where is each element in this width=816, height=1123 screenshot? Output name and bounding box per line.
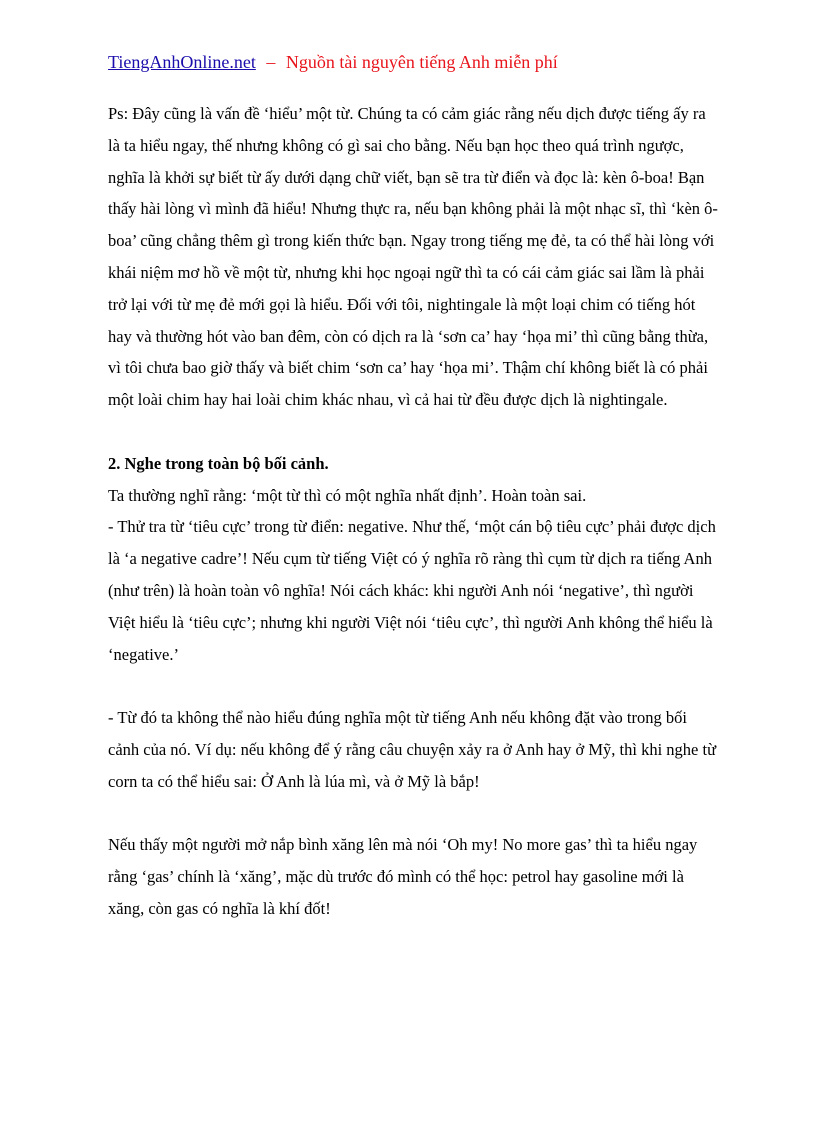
section-heading: 2. Nghe trong toàn bộ bối cảnh. [108,453,329,473]
page-header [108,50,728,74]
header-tagline: Nguồn tài nguyên tiếng Anh miễn phí [285,52,558,72]
header-separator: – [266,52,276,72]
point-negative: - Thử tra từ ‘tiêu cực’ trong từ điển: negative. Như thế, ‘một cán bộ tiêu cực’ phải được dịch là ‘a negative cadre’! Nếu cụm từ tiếng Việt có ý nghĩa rõ ràng thì cụm từ dịch ra tiếng Anh (như trên) là hoàn toàn vô nghĩa! Nói cách khác: khi người Anh nói ‘negative’, thì người Việt hiểu là ‘tiêu cực’; nhưng khi người Việt nói ‘tiêu cực’, thì người Anh không thể hiểu là ‘negative.’ [108,517,716,664]
site-link[interactable]: TiengAnhOnline.net [108,52,256,72]
document-body [108,98,720,925]
point-context: - Từ đó ta không thể nào hiểu đúng nghĩa một từ tiếng Anh nếu không đặt vào trong bối cảnh của nó. Ví dụ: nếu không để ý rằng câu chuyện xảy ra ở Anh hay ở Mỹ, thì khi nghe từ corn ta có thể hiểu sai: Ở Anh là lúa mì, và ở Mỹ là bắp! [108,708,717,791]
ps-paragraph: Ps: Đây cũng là vấn đề ‘hiểu’ một từ. Chúng ta có cảm giác rằng nếu dịch được tiếng ấy ra là ta hiểu ngay, thế nhưng không có gì sai cho bằng. Nếu bạn học theo quá trình ngược, nghĩa là khởi sự biết từ ấy dưới dạng chữ viết, bạn sẽ tra từ điển và đọc là: kèn ô-boa! Bạn thấy hài lòng vì mình đã hiểu! Nhưng thực ra, nếu bạn không phải là một nhạc sĩ, thì ‘kèn ô-boa’ cũng chẳng thêm gì trong kiến thức bạn. Ngay trong tiếng mẹ đẻ, ta có thể hài lòng với khái niệm mơ hồ về một từ, nhưng khi học ngoại ngữ thì ta có cái cảm giác sai lầm là phải trở lại với từ mẹ đẻ mới gọi là hiểu. Đối với tôi, nightingale là một loại chim có tiếng hót hay và thường hót vào ban đêm, còn có dịch ra là ‘sơn ca’ hay ‘họa mi’ thì cũng bằng thừa, vì tôi chưa bao giờ thấy và biết chim ‘sơn ca’ hay ‘họa mi’. Thậm chí không biết là có phải một loài chim hay hai loài chim khác nhau, vì cả hai từ đều được dịch là nightingale. [108,104,718,410]
paragraph-spacer [108,670,720,702]
intro-line: Ta thường nghĩ rằng: ‘một từ thì có một nghĩa nhất định’. Hoàn toàn sai. [108,485,587,505]
paragraph-spacer [108,798,720,830]
gas-paragraph: Nếu thấy một người mở nắp bình xăng lên mà nói ‘Oh my! No more gas’ thì ta hiểu ngay rằng ‘gas’ chính là ‘xăng’, mặc dù trước đó mình có thể học: petrol hay gasoline mới là xăng, còn gas có nghĩa là khí đốt! [108,835,698,918]
